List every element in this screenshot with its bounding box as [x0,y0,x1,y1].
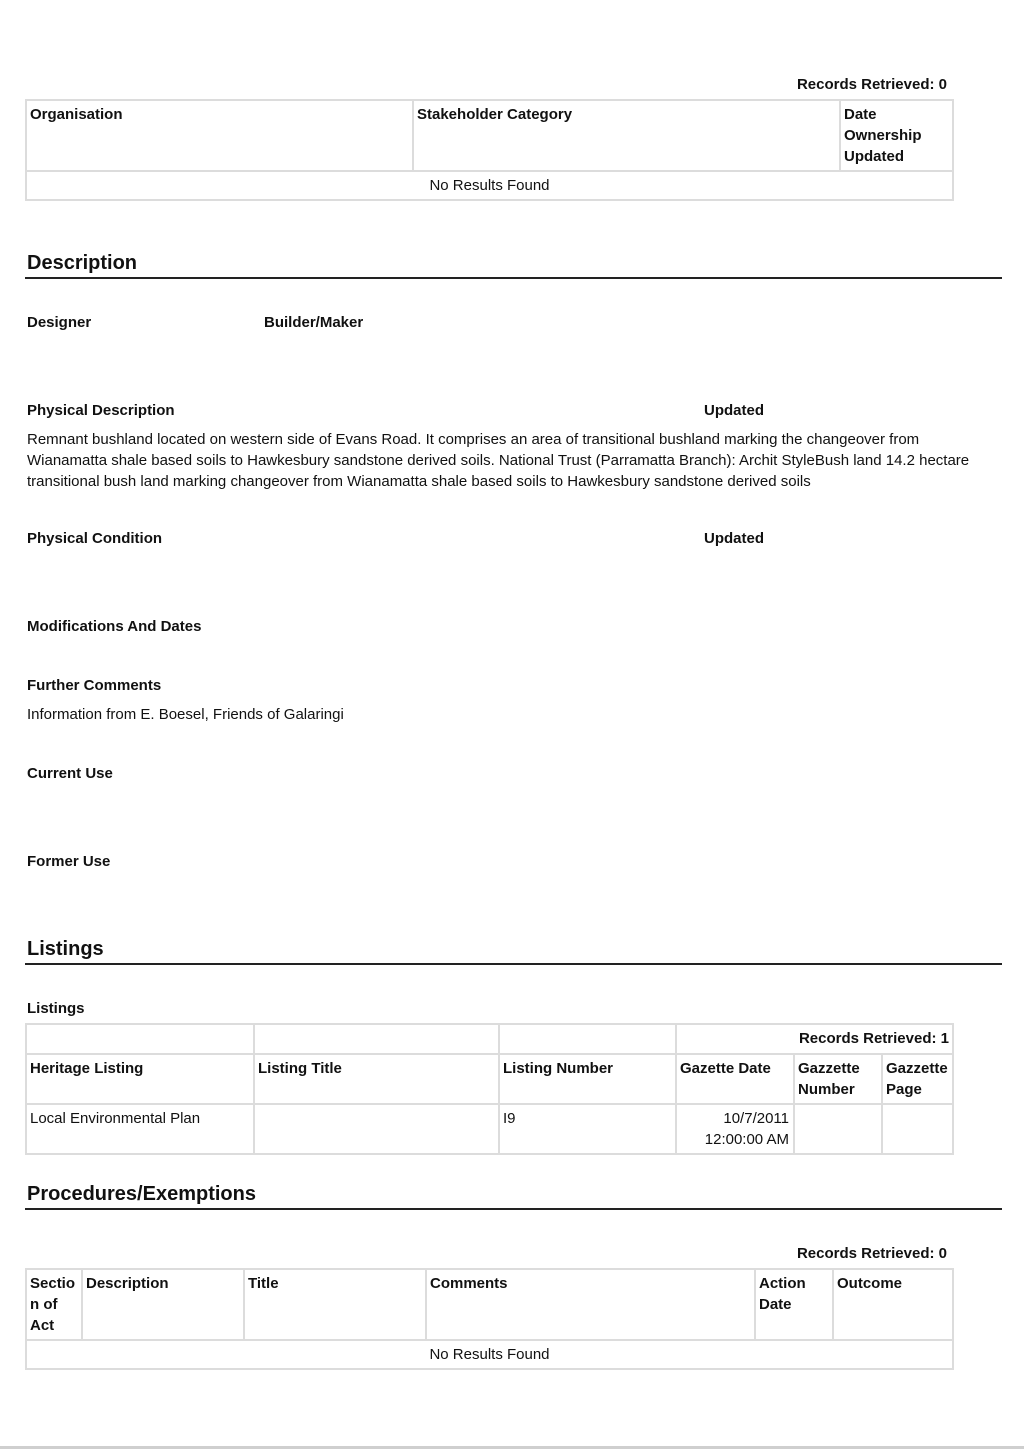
ownership-empty-row [26,171,953,200]
listings-records-row [26,1024,953,1054]
listings-records-spacer [254,1024,499,1054]
listings-records-spacer [499,1024,676,1054]
procedures-header-row [26,1269,953,1340]
current-use-label: Current Use [27,765,113,782]
ownership-records-count: Records Retrieved: 0 [796,76,947,93]
header-stakeholder-category: Stakeholder Category [413,100,840,171]
procedures-no-results: No Results Found [26,1340,953,1369]
header-gazette-page: Gazzette Page [882,1054,953,1104]
procedures-empty-row [26,1340,953,1369]
further-comments-label: Further Comments [27,677,162,694]
listings-table [25,1023,954,1155]
ownership-table [25,99,954,201]
listings-section-title: Listings [25,938,1002,965]
listings-records-count: Records Retrieved: 1 [676,1024,953,1054]
procedures-records-count: Records Retrieved: 0 [796,1245,947,1262]
header-date-ownership-updated: Date Ownership Updated [840,100,953,171]
header-gazette-date: Gazette Date [676,1054,794,1104]
physical-description-label: Physical Description [27,402,175,419]
physical-condition-updated-label: Updated [704,530,764,547]
header-heritage-listing: Heritage Listing [26,1054,254,1104]
header-section-of-act: Section of Act [26,1269,82,1340]
listings-records-spacer [26,1024,254,1054]
description-section-title: Description [25,252,1002,279]
header-title: Title [244,1269,426,1340]
designer-label: Designer [27,314,92,331]
ownership-no-results: No Results Found [26,171,953,200]
header-gazette-number: Gazzette Number [794,1054,882,1104]
header-description: Description [82,1269,244,1340]
modifications-label: Modifications And Dates [27,618,202,635]
physical-condition-label: Physical Condition [27,530,163,547]
ownership-header-row [26,100,953,171]
cell-gazette-number [794,1104,882,1154]
header-organisation: Organisation [26,100,413,171]
procedures-table [25,1268,954,1370]
cell-heritage-listing: Local Environmental Plan [26,1104,254,1154]
header-listing-title: Listing Title [254,1054,499,1104]
procedures-section-title: Procedures/Exemptions [25,1183,1002,1210]
header-listing-number: Listing Number [499,1054,676,1104]
listings-subtitle: Listings [27,1000,85,1017]
cell-listing-title [254,1104,499,1154]
cell-gazette-date: 10/7/2011 12:00:00 AM [676,1104,794,1154]
further-comments-text: Information from E. Boesel, Friends of Galaringi [27,706,344,723]
header-comments: Comments [426,1269,755,1340]
former-use-label: Former Use [27,853,111,870]
builder-maker-label: Builder/Maker [264,314,364,331]
listings-header-row [26,1054,953,1104]
physical-description-text: Remnant bushland located on western side of Evans Road. It comprises an area of transitional bushland marking the changeover from Wianamatta shale based soils to Hawkesbury sandstone derived soils. National Trust (Parramatta Branch): Archit StyleBush land 14.2 hectare transitional bush land marking changeover from Wianamatta shale based soils to Hawkesbury sandstone derived soils [27,431,970,490]
table-row [26,1104,953,1154]
header-action-date: Action Date [755,1269,833,1340]
physical-description-updated-label: Updated [704,402,764,419]
cell-listing-number: I9 [499,1104,676,1154]
header-outcome: Outcome [833,1269,953,1340]
cell-gazette-page [882,1104,953,1154]
